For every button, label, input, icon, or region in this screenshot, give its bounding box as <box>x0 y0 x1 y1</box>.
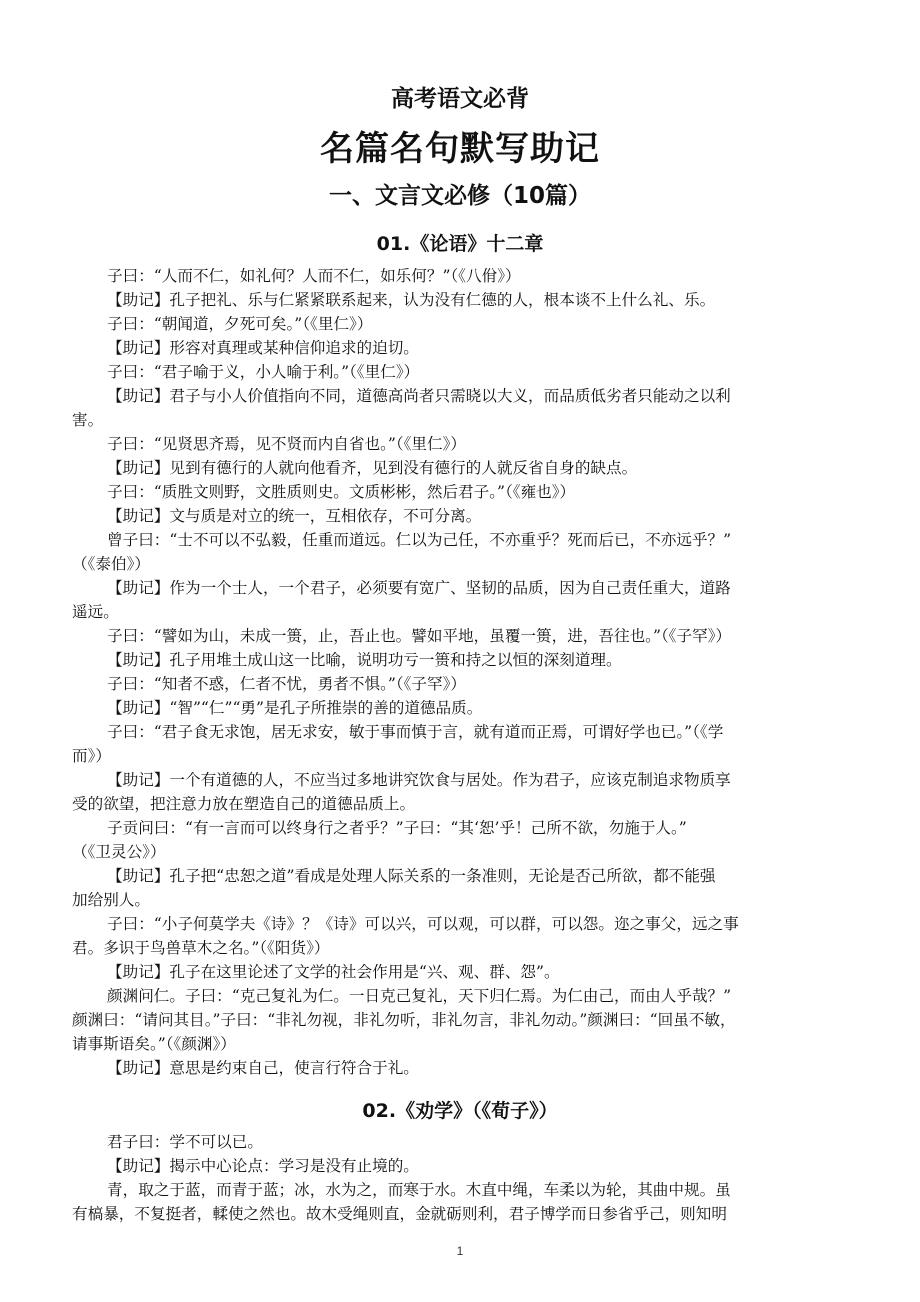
paragraph-line: 有槁暴，不复挺者，輮使之然也。故木受绳则直，金就砺则利，君子博学而日参省乎己，则知明 <box>72 1205 727 1223</box>
paragraph-line: 【助记】揭示中心论点：学习是没有止境的。 <box>107 1157 419 1175</box>
paragraph-line: 子曰：“见贤思齐焉，见不贤而内自省也。”（《里仁》） <box>107 435 466 453</box>
paragraph-line: 青，取之于蓝，而青于蓝；冰，水为之，而寒于水。木直中绳，车柔以为轮，其曲中规。虽 <box>107 1181 731 1199</box>
paragraph-line: 【助记】一个有道德的人，不应当过多地讲究饮食与居处。作为君子，应该克制追求物质享 <box>107 771 731 789</box>
paragraph-line: 【助记】孔子在这里论述了文学的社会作用是“兴、观、群、怨”。 <box>107 963 560 981</box>
document-title-main: 名篇名句默写助记 <box>320 129 600 169</box>
paragraph-line: 子贡问曰：“有一言而可以终身行之者乎？”子曰：“其‘恕’乎！己所不欲，勿施于人。” <box>107 819 687 837</box>
paragraph-line: 君。多识于鸟兽草木之名。”（《阳货》） <box>72 939 330 957</box>
paragraph-line: 【助记】形容对真理或某种信仰追求的迫切。 <box>107 339 419 357</box>
paragraph-line: 【助记】见到有德行的人就向他看齐，见到没有德行的人就反省自身的缺点。 <box>107 459 638 477</box>
paragraph-line: 子曰：“君子食无求饱，居无求安，敏于事而慎于言，就有道而正焉，可谓好学也已。”（《学 <box>107 723 724 741</box>
page-number: 1 <box>456 1244 464 1258</box>
paragraph-line: 害。 <box>72 411 104 429</box>
paragraph-line: 而》） <box>72 747 111 765</box>
paragraph-line: 【助记】作为一个士人，一个君子，必须要有宽广、坚韧的品质，因为自己责任重大，道路 <box>107 579 731 597</box>
paragraph-line: 【助记】“智”“仁”“勇”是孔子所推崇的善的道德品质。 <box>107 699 483 717</box>
paragraph-line: 【助记】文与质是对立的统一，互相依存，不可分离。 <box>107 507 482 525</box>
paragraph-line: 子曰：“人而不仁，如礼何？人而不仁，如乐何？”（《八佾》） <box>107 267 521 285</box>
document-subtitle: 一、文言文必修（10篇） <box>328 183 591 209</box>
paragraph-line: 子曰：“小子何莫学夫《诗》？《诗》可以兴，可以观，可以群，可以怨。迩之事父，远之事 <box>107 915 739 933</box>
paragraph-line: 【助记】意思是约束自己，使言行符合于礼。 <box>107 1059 419 1077</box>
paragraph-line: 颜渊问仁。子曰：“克己复礼为仁。一日克己复礼，天下归仁焉。为仁由己，而由人乎哉？” <box>107 987 732 1005</box>
paragraph-line: 【助记】孔子用堆土成山这一比喻，说明功亏一篑和持之以恒的深刻道理。 <box>107 651 622 669</box>
paragraph-line: （《卫灵公》） <box>72 843 166 861</box>
paragraph-line: 遥远。 <box>72 603 119 621</box>
paragraph-line: 加给别人。 <box>72 891 150 909</box>
paragraph-line: 【助记】孔子把礼、乐与仁紧紧联系起来，认为没有仁德的人，根本谈不上什么礼、乐。 <box>107 291 716 309</box>
paragraph-line: 君子曰：学不可以已。 <box>107 1133 263 1151</box>
section-heading-01: 01.《论语》十二章 <box>376 233 544 255</box>
document-title-small: 高考语文必背 <box>391 86 529 112</box>
paragraph-line: 请事斯语矣。”（《颜渊》） <box>72 1035 236 1053</box>
paragraph-line: 【助记】孔子把“忠恕之道”看成是处理人际关系的一条准则，无论是否己所欲，都不能强 <box>107 867 716 885</box>
paragraph-line: 子曰：“质胜文则野，文胜质则史。文质彬彬，然后君子。”（《雍也》） <box>107 483 576 501</box>
paragraph-line: 子曰：“朝闻道，夕死可矣。”（《里仁》） <box>107 315 373 333</box>
paragraph-line: 颜渊曰：“请问其目。”子曰：“非礼勿视，非礼勿听，非礼勿言，非礼勿动。”颜渊曰：“回虽不敏， <box>72 1011 736 1029</box>
paragraph-line: 子曰：“君子喻于义，小人喻于利。”（《里仁》） <box>107 363 420 381</box>
paragraph-line: 子曰：“譬如为山，未成一篑，止，吾止也。譬如平地，虽覆一篑，进，吾往也。”（《子罕》） <box>107 627 732 645</box>
paragraph-line: 曾子曰：“士不可以不弘毅，任重而道远。仁以为己任，不亦重乎？死而后已，不亦远乎？” <box>107 531 732 549</box>
section-heading-02: 02.《劝学》（《荀子》） <box>362 1100 558 1122</box>
paragraph-line: 子曰：“知者不惑，仁者不忧，勇者不惧。”（《子罕》） <box>107 675 466 693</box>
paragraph-line: （《泰伯》） <box>72 555 150 573</box>
paragraph-line: 受的欲望，把注意力放在塑造自己的道德品质上。 <box>72 795 416 813</box>
paragraph-line: 【助记】君子与小人价值指向不同，道德高尚者只需晓以大义，而品质低劣者只能动之以利 <box>107 387 731 405</box>
